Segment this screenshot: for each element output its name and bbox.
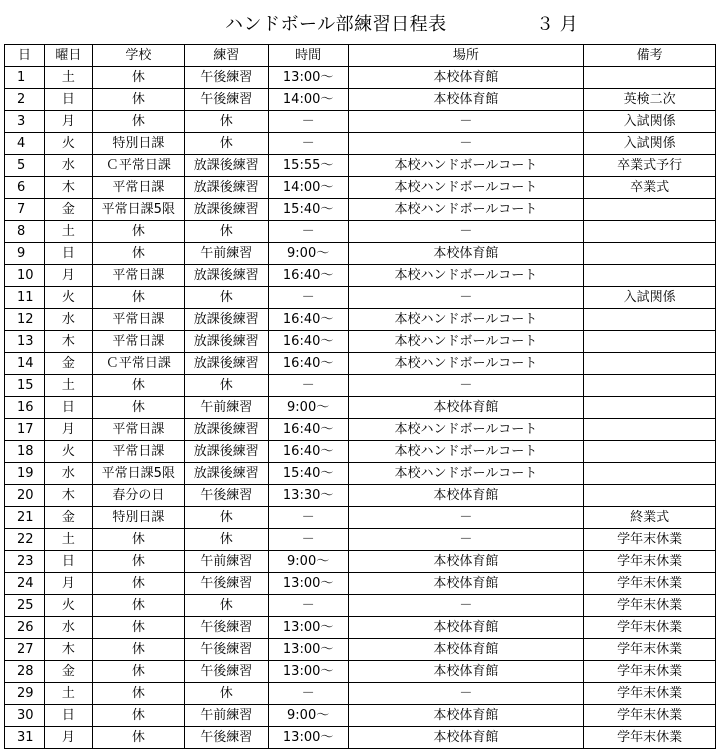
school-cell: 休 <box>92 67 184 89</box>
day-cell: 30 <box>5 705 45 727</box>
practice-cell: 放課後練習 <box>184 463 268 485</box>
weekday-cell: 木 <box>44 639 92 661</box>
notes-cell <box>584 265 716 287</box>
time-cell: 13:00～ <box>268 617 348 639</box>
school-cell: 平常日課 <box>92 265 184 287</box>
place-cell: 本校体育館 <box>348 661 584 683</box>
day-cell: 22 <box>5 529 45 551</box>
school-cell: 休 <box>92 727 184 749</box>
place-cell: － <box>348 595 584 617</box>
practice-cell: 休 <box>184 111 268 133</box>
schedule-body <box>5 67 716 749</box>
place-cell: － <box>348 287 584 309</box>
table-row <box>5 287 716 309</box>
weekday-cell: 土 <box>44 529 92 551</box>
place-cell: － <box>348 133 584 155</box>
day-cell: 25 <box>5 595 45 617</box>
table-row <box>5 265 716 287</box>
time-cell: 9:00～ <box>268 551 348 573</box>
place-cell: 本校ハンドボールコート <box>348 177 584 199</box>
practice-cell: 午後練習 <box>184 727 268 749</box>
weekday-cell: 金 <box>44 199 92 221</box>
practice-header: 練習 <box>184 45 268 67</box>
month-label: ３ 月 <box>536 14 578 35</box>
table-row <box>5 199 716 221</box>
place-cell: 本校ハンドボールコート <box>348 265 584 287</box>
school-cell: 休 <box>92 111 184 133</box>
practice-cell: 休 <box>184 683 268 705</box>
table-row <box>5 727 716 749</box>
time-cell: 16:40～ <box>268 265 348 287</box>
school-cell: 平常日課 <box>92 309 184 331</box>
table-row <box>5 639 716 661</box>
school-cell: 休 <box>92 661 184 683</box>
practice-cell: 休 <box>184 133 268 155</box>
table-row <box>5 331 716 353</box>
table-row <box>5 111 716 133</box>
place-cell: 本校ハンドボールコート <box>348 463 584 485</box>
time-cell: － <box>268 111 348 133</box>
weekday-cell: 金 <box>44 507 92 529</box>
time-cell: 9:00～ <box>268 397 348 419</box>
day-cell: 29 <box>5 683 45 705</box>
time-cell: 9:00～ <box>268 705 348 727</box>
time-cell: － <box>268 375 348 397</box>
day-cell: 18 <box>5 441 45 463</box>
place-cell: － <box>348 375 584 397</box>
day-cell: 5 <box>5 155 45 177</box>
school-cell: 休 <box>92 705 184 727</box>
time-cell: 13:00～ <box>268 661 348 683</box>
weekday-cell: 月 <box>44 419 92 441</box>
time-cell: － <box>268 683 348 705</box>
place-cell: 本校体育館 <box>348 89 584 111</box>
time-cell: 15:40～ <box>268 463 348 485</box>
notes-cell <box>584 331 716 353</box>
notes-cell <box>584 221 716 243</box>
weekday-cell: 日 <box>44 551 92 573</box>
day-cell: 14 <box>5 353 45 375</box>
school-cell: 平常日課5限 <box>92 463 184 485</box>
day-cell: 21 <box>5 507 45 529</box>
place-cell: － <box>348 507 584 529</box>
weekday-cell: 月 <box>44 265 92 287</box>
title-bar <box>0 0 716 44</box>
table-row <box>5 397 716 419</box>
time-header: 時間 <box>268 45 348 67</box>
day-cell: 3 <box>5 111 45 133</box>
weekday-cell: 日 <box>44 243 92 265</box>
practice-cell: 午後練習 <box>184 617 268 639</box>
table-row <box>5 617 716 639</box>
weekday-cell: 木 <box>44 177 92 199</box>
time-cell: 16:40～ <box>268 331 348 353</box>
school-cell: 休 <box>92 529 184 551</box>
day-cell: 1 <box>5 67 45 89</box>
table-row <box>5 485 716 507</box>
school-cell: Ｃ平常日課 <box>92 155 184 177</box>
weekday-cell: 火 <box>44 441 92 463</box>
weekday-cell: 月 <box>44 727 92 749</box>
school-cell: 平常日課 <box>92 331 184 353</box>
practice-cell: 休 <box>184 529 268 551</box>
practice-cell: 放課後練習 <box>184 309 268 331</box>
day-cell: 20 <box>5 485 45 507</box>
page-title: ハンドボール部練習日程表 <box>225 14 447 35</box>
notes-cell: 卒業式 <box>584 177 716 199</box>
weekday-cell: 水 <box>44 155 92 177</box>
time-cell: － <box>268 133 348 155</box>
school-cell: 平常日課 <box>92 177 184 199</box>
table-row <box>5 177 716 199</box>
place-cell: 本校ハンドボールコート <box>348 155 584 177</box>
school-cell: 平常日課 <box>92 419 184 441</box>
day-cell: 7 <box>5 199 45 221</box>
time-cell: 16:40～ <box>268 353 348 375</box>
place-cell: 本校ハンドボールコート <box>348 199 584 221</box>
time-cell: 15:40～ <box>268 199 348 221</box>
table-row <box>5 309 716 331</box>
place-cell: 本校体育館 <box>348 617 584 639</box>
place-cell: 本校体育館 <box>348 243 584 265</box>
notes-header: 備考 <box>584 45 716 67</box>
practice-cell: 放課後練習 <box>184 199 268 221</box>
table-row <box>5 155 716 177</box>
weekday-cell: 水 <box>44 309 92 331</box>
place-cell: 本校体育館 <box>348 551 584 573</box>
table-row <box>5 353 716 375</box>
time-cell: － <box>268 507 348 529</box>
notes-cell <box>584 397 716 419</box>
practice-cell: 放課後練習 <box>184 265 268 287</box>
day-cell: 23 <box>5 551 45 573</box>
notes-cell: 学年末休業 <box>584 529 716 551</box>
day-cell: 8 <box>5 221 45 243</box>
practice-cell: 放課後練習 <box>184 177 268 199</box>
place-cell: 本校体育館 <box>348 485 584 507</box>
place-header: 場所 <box>348 45 584 67</box>
weekday-cell: 金 <box>44 661 92 683</box>
header-row <box>5 45 716 67</box>
practice-cell: 休 <box>184 287 268 309</box>
school-cell: 休 <box>92 243 184 265</box>
school-cell: 春分の日 <box>92 485 184 507</box>
practice-cell: 休 <box>184 221 268 243</box>
day-cell: 4 <box>5 133 45 155</box>
weekday-cell: 土 <box>44 375 92 397</box>
time-cell: 13:00～ <box>268 573 348 595</box>
table-row <box>5 595 716 617</box>
practice-cell: 休 <box>184 507 268 529</box>
place-cell: 本校ハンドボールコート <box>348 419 584 441</box>
practice-cell: 午後練習 <box>184 67 268 89</box>
day-cell: 28 <box>5 661 45 683</box>
practice-cell: 放課後練習 <box>184 353 268 375</box>
table-row <box>5 67 716 89</box>
notes-cell: 学年末休業 <box>584 595 716 617</box>
day-cell: 24 <box>5 573 45 595</box>
weekday-cell: 金 <box>44 353 92 375</box>
day-cell: 2 <box>5 89 45 111</box>
school-cell: 休 <box>92 89 184 111</box>
weekday-header: 曜日 <box>44 45 92 67</box>
practice-cell: 午後練習 <box>184 485 268 507</box>
time-cell: 15:55～ <box>268 155 348 177</box>
school-cell: 休 <box>92 617 184 639</box>
time-cell: 9:00～ <box>268 243 348 265</box>
notes-cell <box>584 419 716 441</box>
time-cell: － <box>268 529 348 551</box>
practice-cell: 放課後練習 <box>184 155 268 177</box>
notes-cell <box>584 309 716 331</box>
weekday-cell: 火 <box>44 595 92 617</box>
school-cell: 休 <box>92 573 184 595</box>
notes-cell <box>584 353 716 375</box>
place-cell: 本校ハンドボールコート <box>348 441 584 463</box>
notes-cell <box>584 199 716 221</box>
table-row <box>5 573 716 595</box>
school-cell: 休 <box>92 287 184 309</box>
notes-cell: 卒業式予行 <box>584 155 716 177</box>
notes-cell <box>584 441 716 463</box>
table-row <box>5 441 716 463</box>
day-cell: 26 <box>5 617 45 639</box>
notes-cell: 学年末休業 <box>584 639 716 661</box>
notes-cell: 入試関係 <box>584 287 716 309</box>
place-cell: 本校体育館 <box>348 705 584 727</box>
day-cell: 19 <box>5 463 45 485</box>
weekday-cell: 火 <box>44 287 92 309</box>
time-cell: 16:40～ <box>268 309 348 331</box>
notes-cell: 学年末休業 <box>584 617 716 639</box>
place-cell: 本校体育館 <box>348 67 584 89</box>
school-header: 学校 <box>92 45 184 67</box>
table-row <box>5 375 716 397</box>
time-cell: 13:00～ <box>268 639 348 661</box>
practice-cell: 放課後練習 <box>184 419 268 441</box>
practice-cell: 放課後練習 <box>184 331 268 353</box>
schedule-table <box>4 44 716 749</box>
notes-cell: 学年末休業 <box>584 573 716 595</box>
time-cell: 13:30～ <box>268 485 348 507</box>
practice-cell: 放課後練習 <box>184 441 268 463</box>
place-cell: － <box>348 111 584 133</box>
weekday-cell: 月 <box>44 573 92 595</box>
time-cell: 13:00～ <box>268 67 348 89</box>
day-cell: 27 <box>5 639 45 661</box>
school-cell: 休 <box>92 375 184 397</box>
day-cell: 11 <box>5 287 45 309</box>
notes-cell: 学年末休業 <box>584 727 716 749</box>
day-cell: 31 <box>5 727 45 749</box>
time-cell: － <box>268 595 348 617</box>
weekday-cell: 土 <box>44 683 92 705</box>
notes-cell <box>584 485 716 507</box>
day-cell: 17 <box>5 419 45 441</box>
time-cell: 16:40～ <box>268 441 348 463</box>
school-cell: 特別日課 <box>92 133 184 155</box>
table-row <box>5 705 716 727</box>
place-cell: 本校ハンドボールコート <box>348 331 584 353</box>
notes-cell: 英検二次 <box>584 89 716 111</box>
place-cell: 本校ハンドボールコート <box>348 309 584 331</box>
time-cell: 13:00～ <box>268 727 348 749</box>
table-row <box>5 89 716 111</box>
practice-cell: 午後練習 <box>184 639 268 661</box>
school-cell: 休 <box>92 551 184 573</box>
place-cell: － <box>348 221 584 243</box>
day-cell: 9 <box>5 243 45 265</box>
weekday-cell: 木 <box>44 331 92 353</box>
notes-cell: 学年末休業 <box>584 683 716 705</box>
practice-cell: 午後練習 <box>184 573 268 595</box>
practice-cell: 午前練習 <box>184 551 268 573</box>
practice-cell: 午後練習 <box>184 661 268 683</box>
practice-cell: 午前練習 <box>184 705 268 727</box>
notes-cell: 学年末休業 <box>584 661 716 683</box>
practice-cell: 休 <box>184 595 268 617</box>
time-cell: － <box>268 221 348 243</box>
notes-cell <box>584 67 716 89</box>
notes-cell: 学年末休業 <box>584 705 716 727</box>
day-cell: 15 <box>5 375 45 397</box>
practice-cell: 午後練習 <box>184 89 268 111</box>
place-cell: － <box>348 683 584 705</box>
weekday-cell: 日 <box>44 397 92 419</box>
notes-cell: 入試関係 <box>584 111 716 133</box>
table-row <box>5 661 716 683</box>
table-row <box>5 419 716 441</box>
table-row <box>5 463 716 485</box>
table-row <box>5 683 716 705</box>
weekday-cell: 木 <box>44 485 92 507</box>
place-cell: 本校体育館 <box>348 727 584 749</box>
notes-cell: 学年末休業 <box>584 551 716 573</box>
notes-cell <box>584 243 716 265</box>
weekday-cell: 日 <box>44 89 92 111</box>
notes-cell <box>584 463 716 485</box>
school-cell: Ｃ平常日課 <box>92 353 184 375</box>
weekday-cell: 日 <box>44 705 92 727</box>
school-cell: 休 <box>92 595 184 617</box>
weekday-cell: 月 <box>44 111 92 133</box>
practice-cell: 休 <box>184 375 268 397</box>
table-row <box>5 221 716 243</box>
day-cell: 12 <box>5 309 45 331</box>
school-cell: 休 <box>92 683 184 705</box>
practice-cell: 午前練習 <box>184 397 268 419</box>
weekday-cell: 水 <box>44 617 92 639</box>
notes-cell: 終業式 <box>584 507 716 529</box>
place-cell: 本校体育館 <box>348 573 584 595</box>
notes-cell: 入試関係 <box>584 133 716 155</box>
notes-cell <box>584 375 716 397</box>
time-cell: 14:00～ <box>268 177 348 199</box>
day-cell: 16 <box>5 397 45 419</box>
table-row <box>5 507 716 529</box>
table-row <box>5 133 716 155</box>
day-cell: 13 <box>5 331 45 353</box>
school-cell: 休 <box>92 221 184 243</box>
place-cell: 本校体育館 <box>348 397 584 419</box>
day-header: 日 <box>5 45 45 67</box>
school-cell: 特別日課 <box>92 507 184 529</box>
school-cell: 平常日課5限 <box>92 199 184 221</box>
place-cell: 本校ハンドボールコート <box>348 353 584 375</box>
time-cell: 14:00～ <box>268 89 348 111</box>
weekday-cell: 火 <box>44 133 92 155</box>
school-cell: 平常日課 <box>92 441 184 463</box>
place-cell: － <box>348 529 584 551</box>
table-row <box>5 529 716 551</box>
weekday-cell: 土 <box>44 221 92 243</box>
time-cell: 16:40～ <box>268 419 348 441</box>
table-row <box>5 551 716 573</box>
weekday-cell: 土 <box>44 67 92 89</box>
school-cell: 休 <box>92 397 184 419</box>
time-cell: － <box>268 287 348 309</box>
day-cell: 10 <box>5 265 45 287</box>
day-cell: 6 <box>5 177 45 199</box>
practice-cell: 午前練習 <box>184 243 268 265</box>
weekday-cell: 水 <box>44 463 92 485</box>
school-cell: 休 <box>92 639 184 661</box>
place-cell: 本校体育館 <box>348 639 584 661</box>
table-row <box>5 243 716 265</box>
